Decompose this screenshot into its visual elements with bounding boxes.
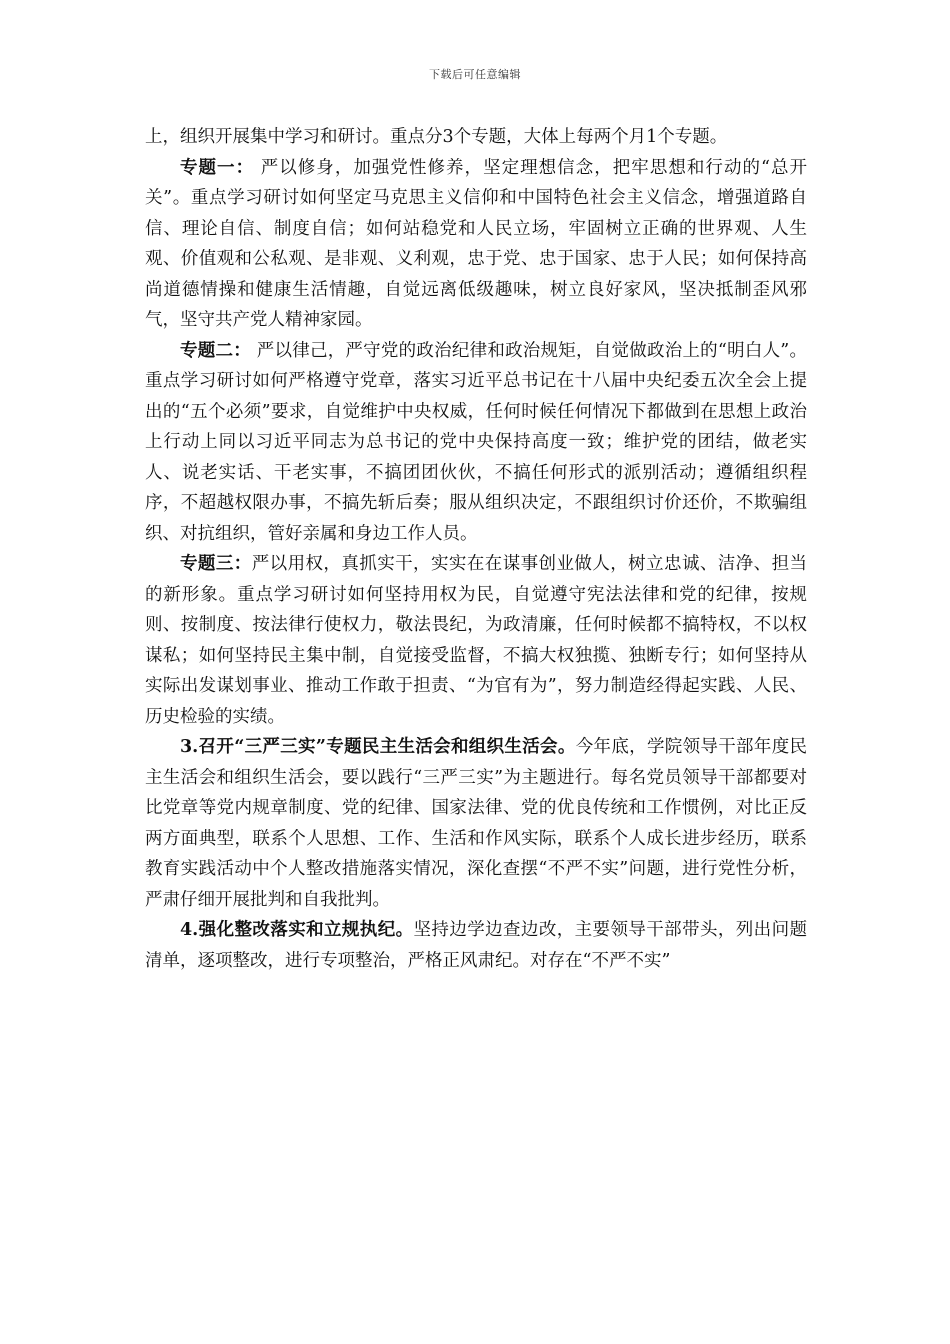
paragraph-text: 严以修身，加强党性修养，坚定理想信念，把牢思想和行动的“总开关”。重点学习研讨如何坚定马克思主义信仰和中国特色社会主义信念，增强道路自信、理论自信、制度自信；如何站稳党和人民立场，牢固树立正确的世界观、人生观、价值观和公私观、是非观、义利观，忠于党、忠于国家、忠于人民；如何保持高尚道德情操和健康生活情趣，自觉远离低级趣味，树立良好家风，坚决抵制歪风邪气，坚守共产党人精神家园。: [145, 157, 808, 330]
paragraph-text: 坚持边学边查边改，主要领导干部带头，列出问题清单，逐项整改，进行专项整治，严格正风肃纪。对存在“不严不实”: [145, 920, 807, 971]
paragraph-text: 今年底，学院领导干部年度民主生活会和组织生活会，要以践行“三严三实”为主题进行。每名党员领导干部都要对比党章等党内规章制度、党的纪律、国家法律、党的优良传统和工作惯例，对比正反两方面典型，联系个人思想、工作、生活和作风实际，联系个人成长进步经历，联系教育实践活动中个人整改措施落实情况，深化查摆“不严不实”问题，进行党性分析，严肃仔细开展批判和自我批判。: [145, 737, 808, 910]
paragraph-intro: [145, 122, 807, 153]
paragraph-lead: 4.强化整改落实和立规执纪。: [180, 920, 414, 940]
paragraph-lead: 专题一：: [180, 157, 255, 178]
document-body: [145, 122, 807, 976]
paragraph-lead: 专题二：: [180, 340, 251, 361]
page-header-note: 下载后可任意编辑: [429, 68, 521, 81]
paragraph-lead: 专题三：: [180, 554, 252, 574]
paragraph-topic-one: [145, 153, 807, 336]
paragraph-text: 严以用权，真抓实干，实实在在谋事创业做人，树立忠诚、洁净、担当的新形象。重点学习研讨如何坚持用权为民，自觉遵守宪法法律和党的纪律，按规则、按制度、按法律行使权力，敬法畏纪，为政清廉，任何时候都不搞特权，不以权谋私；如何坚持民主集中制，自觉接受监督，不搞大权独揽、独断专行；如何坚持从实际出发谋划事业、推动工作敢于担责、“为官有为”，努力制造经得起实践、人民、历史检验的实绩。: [145, 554, 808, 727]
paragraph-item-4: [145, 915, 807, 976]
paragraph-lead: 3.召开“三严三实”专题民主生活会和组织生活会。: [180, 737, 576, 757]
paragraph-topic-three: [145, 549, 807, 732]
paragraph-text: 上，组织开展集中学习和研讨。重点分3个专题，大体上每两个月1个专题。: [145, 127, 728, 147]
paragraph-text: 严以律己，严守党的政治纪律和政治规矩，自觉做政治上的“明白人”。重点学习研讨如何严格遵守党章，落实习近平总书记在十八届中央纪委五次全会上提出的“五个必须”要求，自觉维护中央权威，任何时候任何情况下都做到在思想上政治上行动上同以习近平同志为总书记的党中央保持高度一致；维护党的团结，做老实人、说老实话、干老实事，不搞团团伙伙，不搞任何形式的派别活动；遵循组织程序，不超越权限办事，不搞先斩后奏；服从组织决定，不跟组织讨价还价，不欺骗组织、对抗组织，管好亲属和身边工作人员。: [145, 340, 807, 544]
paragraph-topic-two: [145, 336, 807, 550]
paragraph-item-3: [145, 732, 807, 915]
